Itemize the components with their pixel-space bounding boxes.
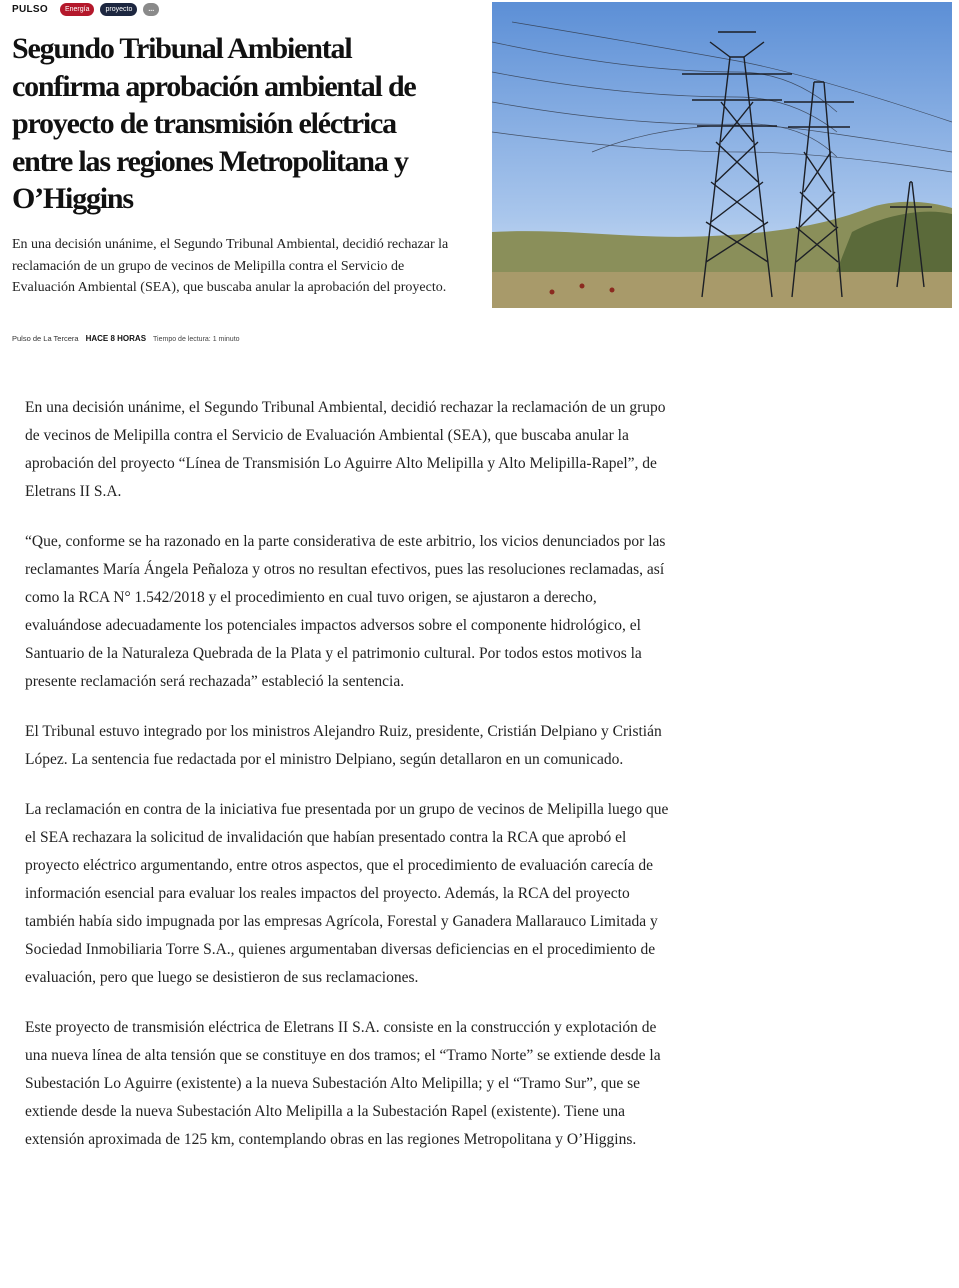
article-time: HACE 8 HORAS	[85, 334, 147, 343]
more-tags-button[interactable]: ...	[143, 3, 159, 16]
power-towers-image	[492, 2, 952, 308]
body-paragraph-2: “Que, conforme se ha razonado en la parte considerativa de este arbitrio, los vicios denunciados por las reclamantes María Ángela Peñaloza y otros no resultan efectivos, pues las resoluciones reclamadas, así como la RCA N° 1.542/2018 y el procedimiento en cual tuvo origen, se ajustaron a derecho, evaluándose adecuadamente los potenciales impactos adversos sobre el componente hidrológico, el Santuario de la Naturaleza Quebrada de la Plata y el patrimonio cultural. Por todos estos motivos la presente reclamación será rechazada” estableció la sentencia.	[25, 533, 666, 690]
section-label[interactable]: PULSO	[12, 4, 48, 15]
article-source[interactable]: Pulso de La Tercera	[12, 334, 79, 343]
body-paragraph-1: En una decisión unánime, el Segundo Tribunal Ambiental, decidió rechazar la reclamación de un grupo de vecinos de Melipilla contra el Servicio de Evaluación Ambiental (SEA), que buscaba anular la aprobación del proyecto “Línea de Transmisión Lo Aguirre Alto Melipilla y Alto Melipilla-Rapel”, de Eletrans II S.A.	[25, 399, 666, 500]
article-headline: Segundo Tribunal Ambiental confirma aprobación ambiental de proyecto de transmisión eléctrica entre las regiones Metropolitana y O’Higgins	[12, 32, 416, 215]
article-photo	[492, 2, 952, 308]
body-paragraph-5: Este proyecto de transmisión eléctrica de Eletrans II S.A. consiste en la construcción y explotación de una nueva línea de alta tensión que se constituye en dos tramos; el “Tramo Norte” se extiende desde la Subestación Lo Aguirre (existente) a la nueva Subestación Alto Melipilla; y el “Tramo Sur”, que se extiende desde la nueva Subestación Alto Melipilla a la Subestación Rapel (existente). Tiene una extensión aproximada de 125 km, contemplando obras en las regiones Metropolitana y O’Higgins.	[25, 1019, 661, 1148]
article-body	[25, 394, 675, 1176]
tag-proyecto[interactable]: proyecto	[100, 3, 137, 16]
article-lede: En una decisión unánime, el Segundo Tribunal Ambiental, decidió rechazar la reclamación de un grupo de vecinos de Melipilla contra el Servicio de Evaluación Ambiental (SEA), que buscaba anular la aprobación del proyecto.	[12, 237, 449, 295]
body-paragraph-4: La reclamación en contra de la iniciativa fue presentada por un grupo de vecinos de Melipilla luego que el SEA rechazara la solicitud de invalidación que habían presentado contra la RCA que aprobó el proyecto eléctrico argumentando, entre otros aspectos, que el procedimiento de evaluación carecía de información esencial para evaluar los reales impactos del proyecto. Además, la RCA del proyecto también había sido impugnada por las empresas Agrícola, Forestal y Ganadera Mallarauco Limitada y Sociedad Inmobiliaria Torre S.A., quienes argumentaban diversas deficiencias en el procedimiento de evaluación, pero que luego se desistieron de sus reclamaciones.	[25, 801, 669, 986]
reading-time: Tiempo de lectura: 1 minuto	[153, 336, 240, 343]
article-meta	[12, 334, 240, 343]
tag-bar	[12, 3, 159, 16]
body-paragraph-3: El Tribunal estuvo integrado por los ministros Alejandro Ruiz, presidente, Cristián Delpiano y Cristián López. La sentencia fue redactada por el ministro Delpiano, según detallaron en un comunicado.	[25, 723, 662, 768]
tag-energia[interactable]: Energía	[60, 3, 95, 16]
